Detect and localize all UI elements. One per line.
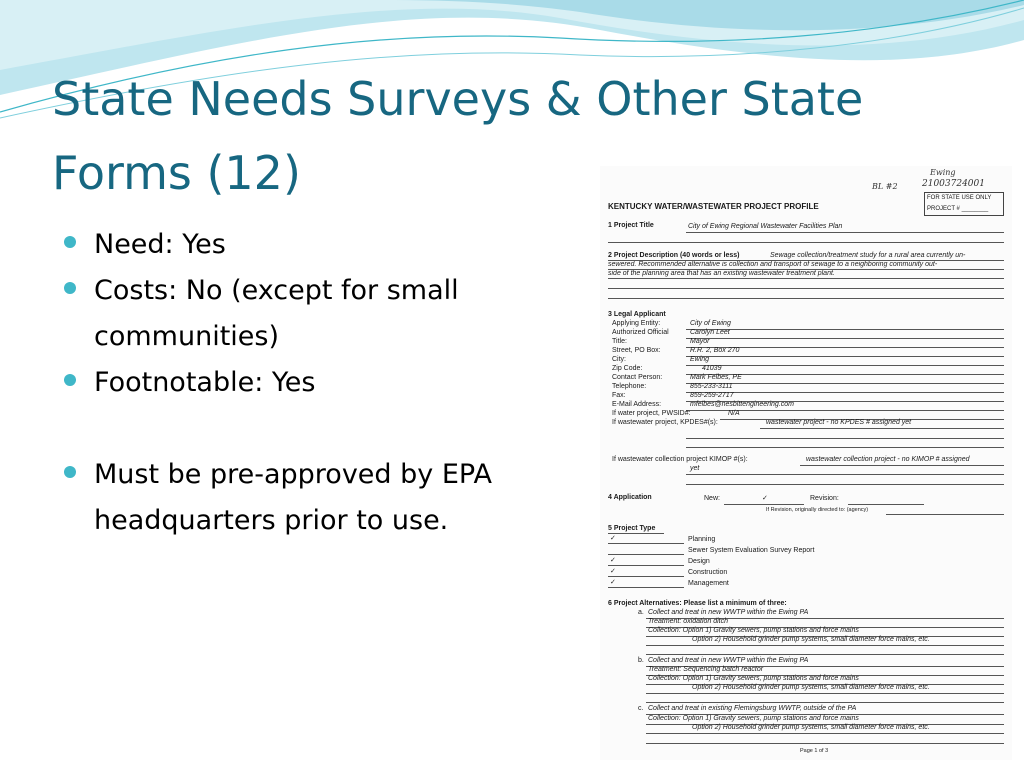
alt-collection1: Collection: Option 1) Gravity sewers, pump stations and force mains [648,675,859,682]
s6-label: 6 Project Alternatives: Please list a minimum of three: [608,600,787,607]
handwritten-number: 21003724001 [922,179,985,189]
handwritten-label: BL #2 [872,182,898,191]
alt-letter: b. [638,657,644,664]
alt-collection2: Option 2) Household grinder pump systems, small diameter force mains, etc. [692,724,930,731]
alt-collection1: Collection: Option 1) Gravity sewers, pump stations and force mains [648,715,859,722]
s3-field-label: Fax: [612,392,626,399]
bullet-pre-approved: Must be pre-approved by EPA headquarters prior to use. [62,452,562,544]
alt-letter: a. [638,609,644,616]
s4-new-check-icon: ✓ [762,495,768,502]
s4-label: 4 Application [608,494,652,501]
bullet-dot-icon [64,282,76,294]
state-use-label: FOR STATE USE ONLY [927,195,992,201]
kimop-value: wastewater collection project - no KIMOP # assigned [806,456,970,463]
s5-check-icon: ✓ [610,568,616,575]
alt-title: Collect and treat in new WWTP within the Ewing PA [648,657,809,664]
alt-letter: c. [638,705,644,712]
kimop-value2: yet [690,465,700,472]
pwsid-value: N/A [728,410,740,417]
s2-line1: Sewage collection/treatment study for a rural area currently un- [770,252,966,259]
form-header: KENTUCKY WATER/WASTEWATER PROJECT PROFILE [608,202,819,211]
s3-field-label: Title: [612,338,627,345]
s3-field-label: Applying Entity: [612,320,661,327]
s5-item-label: Construction [688,569,728,576]
s3-field-label: Authorized Official [612,329,669,336]
s3-field-value: Ewing [690,356,710,363]
s3-field-label: City: [612,356,626,363]
s5-check-icon: ✓ [610,535,616,542]
s2-line3: side of the planning area that has an existing wastewater treatment plant. [608,270,835,277]
pwsid-label: If water project, PWSID#: [612,410,691,417]
s2-line2: sewered. Recommended alternative is collection and transport of sewage to a neighboring community out- [608,261,938,268]
s3-field-value: Carolyn Leet [690,329,730,336]
bullet-need: Need: Yes [62,222,562,268]
s1-value: City of Ewing Regional Wastewater Facilities Plan [688,223,843,230]
s3-field-label: Contact Person: [612,374,663,381]
kimop-label: If wastewater collection project KIMOP #(s): [612,456,748,463]
s5-check-icon: ✓ [610,579,616,586]
s3-field-label: Street, PO Box: [612,347,661,354]
bullet-dot-icon [64,374,76,386]
slide-title-line2: Forms (12) [52,146,301,200]
s3-field-value: 855-233-3111 [690,383,733,390]
state-use-box [924,192,1004,216]
s5-item-label: Planning [688,536,716,543]
s3-field-value: R.R. 2, Box 270 [690,347,740,354]
s3-field-value: mfelbes@nesbittengineering.com [690,401,794,408]
slide-title-line1: State Needs Surveys & Other State [52,72,864,126]
s5-check-icon: ✓ [610,557,616,564]
s4-revision-label: Revision: [810,495,839,502]
s3-field-label: Zip Code: [612,365,643,372]
s2-label: 2 Project Description (40 words or less) [608,252,740,259]
alt-treatment: Treatment: Sequencing batch reactor [648,666,764,673]
handwritten-top: Ewing [930,168,956,177]
s3-field-value: Mark Felbes, PE [690,374,742,381]
s3-field-value: Mayor [690,338,710,345]
s4-new-label: New: [704,495,720,502]
alt-collection2: Option 2) Household grinder pump systems, small diameter force mains, etc. [692,636,930,643]
s3-field-value: 41039 [702,365,722,372]
s5-item-label: Sewer System Evaluation Survey Report [688,547,815,554]
s5-label: 5 Project Type [608,525,656,532]
bullet-list [62,222,562,544]
alt-collection1: Collection: Option 1) Gravity sewers, pump stations and force mains [648,627,859,634]
s5-item-label: Design [688,558,710,565]
page-number: Page 1 of 3 [800,748,829,754]
s3-field-label: E-Mail Address: [612,401,662,408]
alt-treatment: Treatment: oxidation ditch [648,618,729,625]
bullet-footnotable: Footnotable: Yes [62,360,562,406]
s3-label: 3 Legal Applicant [608,311,666,318]
scanned-form-image [600,166,1012,760]
s3-field-value: 859-259-2717 [690,392,734,399]
project-number-label: PROJECT # ________ [927,206,989,212]
alt-title: Collect and treat in new WWTP within the Ewing PA [648,609,809,616]
bullet-dot-icon [64,236,76,248]
kpdes-value: wastewater project - no KPDES # assigned yet [766,419,912,426]
s3-field-value: City of Ewing [690,320,731,327]
s5-item-label: Management [688,580,729,587]
alt-collection2: Option 2) Household grinder pump systems, small diameter force mains, etc. [692,684,930,691]
kpdes-label: If wastewater project, KPDES#(s): [612,419,718,426]
s3-field-label: Telephone: [612,383,647,390]
alt-title: Collect and treat in existing Flemingsburg WWTP, outside of the PA [648,705,857,712]
s4-note: If Revision, originally directed to: (agency) [766,507,869,513]
s1-label: 1 Project Title [608,222,654,229]
bullet-costs: Costs: No (except for small communities) [62,268,562,360]
bullet-dot-icon [64,466,76,478]
